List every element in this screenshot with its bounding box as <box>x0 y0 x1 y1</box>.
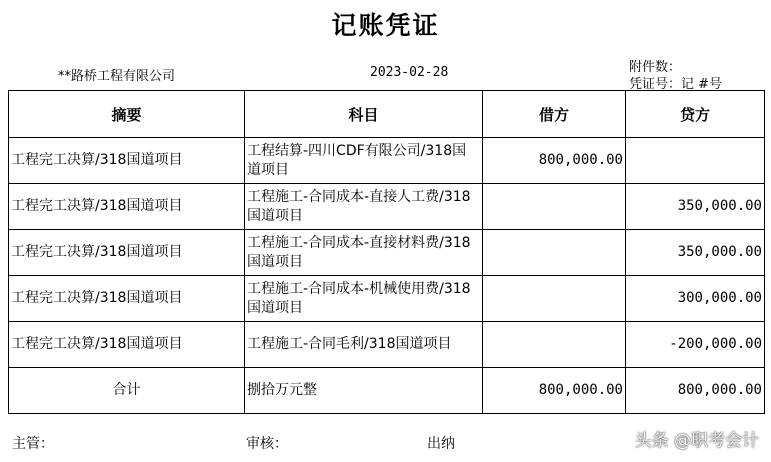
account-cell: 工程施工-合同成本-直接人工费/318国道项目 <box>245 184 483 230</box>
credit-cell <box>626 138 765 184</box>
account-cell: 工程施工-合同成本-机械使用费/318国道项目 <box>245 276 483 322</box>
watermark-text: 头条 @职考会计 <box>634 431 759 451</box>
table-row <box>9 138 765 184</box>
summary-cell: 工程完工决算/318国道项目 <box>9 276 245 322</box>
table-row <box>9 184 765 230</box>
table-row <box>9 322 765 368</box>
account-cell: 工程施工-合同毛利/318国道项目 <box>245 322 483 368</box>
total-row <box>9 368 765 414</box>
debit-cell <box>483 322 626 368</box>
account-cell: 工程施工-合同成本-直接材料费/318国道项目 <box>245 230 483 276</box>
column-header-debit: 借方 <box>483 91 626 138</box>
company-name: **路桥工程有限公司 <box>58 69 176 84</box>
credit-cell: 350,000.00 <box>626 184 765 230</box>
debit-cell <box>483 230 626 276</box>
attachments-count-label: 附件数： <box>629 60 682 75</box>
summary-cell: 工程完工决算/318国道项目 <box>9 230 245 276</box>
voucher-table <box>8 90 765 414</box>
total-label: 合计 <box>9 368 245 414</box>
debit-cell: 800,000.00 <box>483 138 626 184</box>
credit-cell: 350,000.00 <box>626 230 765 276</box>
voucher-number: 凭证号：记 #号 <box>629 77 723 92</box>
total-credit: 800,000.00 <box>626 368 765 414</box>
table-row <box>9 276 765 322</box>
total-debit: 800,000.00 <box>483 368 626 414</box>
column-header-account: 科目 <box>245 91 483 138</box>
debit-cell <box>483 184 626 230</box>
voucher-date: 2023-02-28 <box>370 65 449 80</box>
supervisor-label: 主管： <box>12 436 54 452</box>
total-amount-in-words: 捌拾万元整 <box>245 368 483 414</box>
summary-cell: 工程完工决算/318国道项目 <box>9 138 245 184</box>
account-cell: 工程结算-四川CDF有限公司/318国道项目 <box>245 138 483 184</box>
table-row <box>9 230 765 276</box>
summary-cell: 工程完工决算/318国道项目 <box>9 322 245 368</box>
credit-cell: 300,000.00 <box>626 276 765 322</box>
cashier-label: 出纳 <box>427 436 455 452</box>
reviewer-label: 审核： <box>246 436 288 452</box>
debit-cell <box>483 276 626 322</box>
column-header-summary: 摘要 <box>9 91 245 138</box>
table-header-row <box>9 91 765 138</box>
column-header-credit: 贷方 <box>626 91 765 138</box>
summary-cell: 工程完工决算/318国道项目 <box>9 184 245 230</box>
credit-cell: -200,000.00 <box>626 322 765 368</box>
voucher-title: 记账凭证 <box>331 11 440 40</box>
